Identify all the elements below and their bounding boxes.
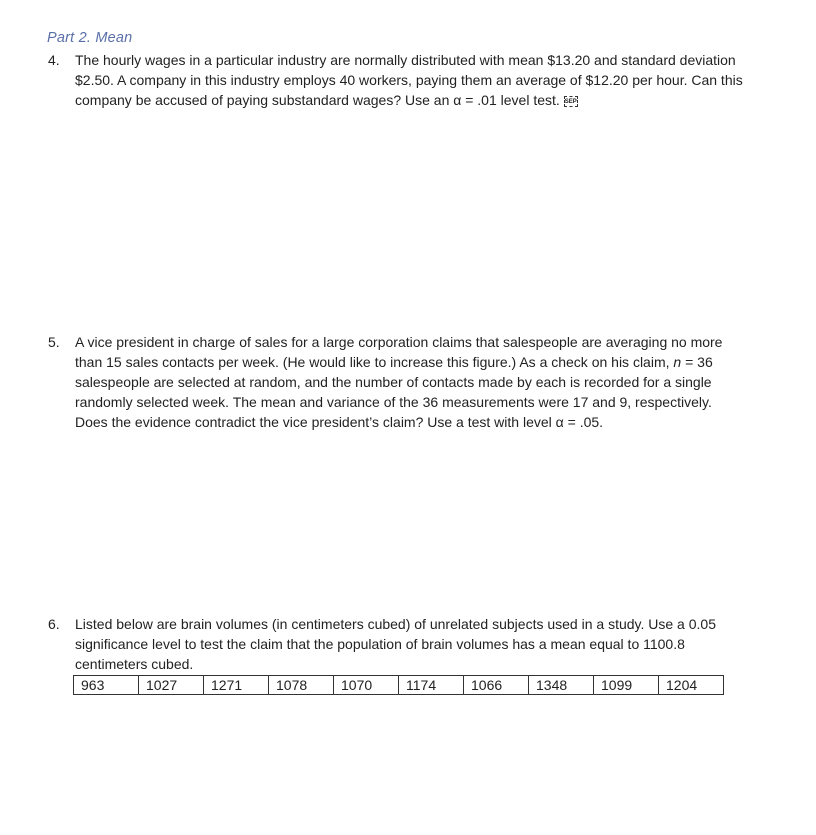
table-cell: 1070: [334, 676, 399, 695]
problem-number: 6.: [48, 616, 60, 632]
sample-size-variable: n: [673, 354, 682, 370]
section-title: Part 2. Mean: [47, 30, 133, 46]
table-cell: 1271: [204, 676, 269, 695]
problem-5-body-b: = 36 salespeople are selected at random, and the number of contacts made by each is recorded for a single randomly selected week. The mean and variance of the 36 measurements were 17 and 9, respectively. Does the evidence contradict the vice president’s claim? Use a test with level α = .05.: [75, 354, 713, 430]
problem-4: [48, 50, 748, 110]
brain-volume-table: [73, 675, 724, 695]
problem-text: Listed below are brain volumes (in centimeters cubed) of unrelated subjects used in a study. Use a 0.05 significance level to test the claim that the population of brain volumes has a mean equal to 1100.8 centimeters cubed.: [75, 616, 716, 672]
problem-text: [75, 50, 748, 110]
problem-number: 4.: [48, 52, 60, 68]
table-cell: 1078: [269, 676, 334, 695]
problem-6: [48, 614, 748, 674]
table-cell: 1027: [139, 676, 204, 695]
table-row: [74, 676, 724, 695]
table-cell: 963: [74, 676, 139, 695]
problem-4-body: The hourly wages in a particular industry are normally distributed with mean $13.20 and standard deviation $2.50. A company in this industry employs 40 workers, paying them an average of $12.20 per hour. Can this company be accused of paying substandard wages? Use an α = .01 level test.: [75, 52, 743, 108]
table-cell: 1066: [464, 676, 529, 695]
table-cell: 1174: [399, 676, 464, 695]
problem-5-body-a: A vice president in charge of sales for a large corporation claims that salespeople are averaging no more than 15 sales contacts per week. (He would like to increase this figure.) As a check on his claim,: [75, 334, 723, 370]
table-cell: 1099: [594, 676, 659, 695]
sep-marker-icon: SEP: [564, 96, 578, 107]
problem-5: [48, 332, 748, 432]
table-cell: 1204: [659, 676, 724, 695]
problem-text: [75, 332, 748, 432]
problem-number: 5.: [48, 334, 60, 350]
table-cell: 1348: [529, 676, 594, 695]
